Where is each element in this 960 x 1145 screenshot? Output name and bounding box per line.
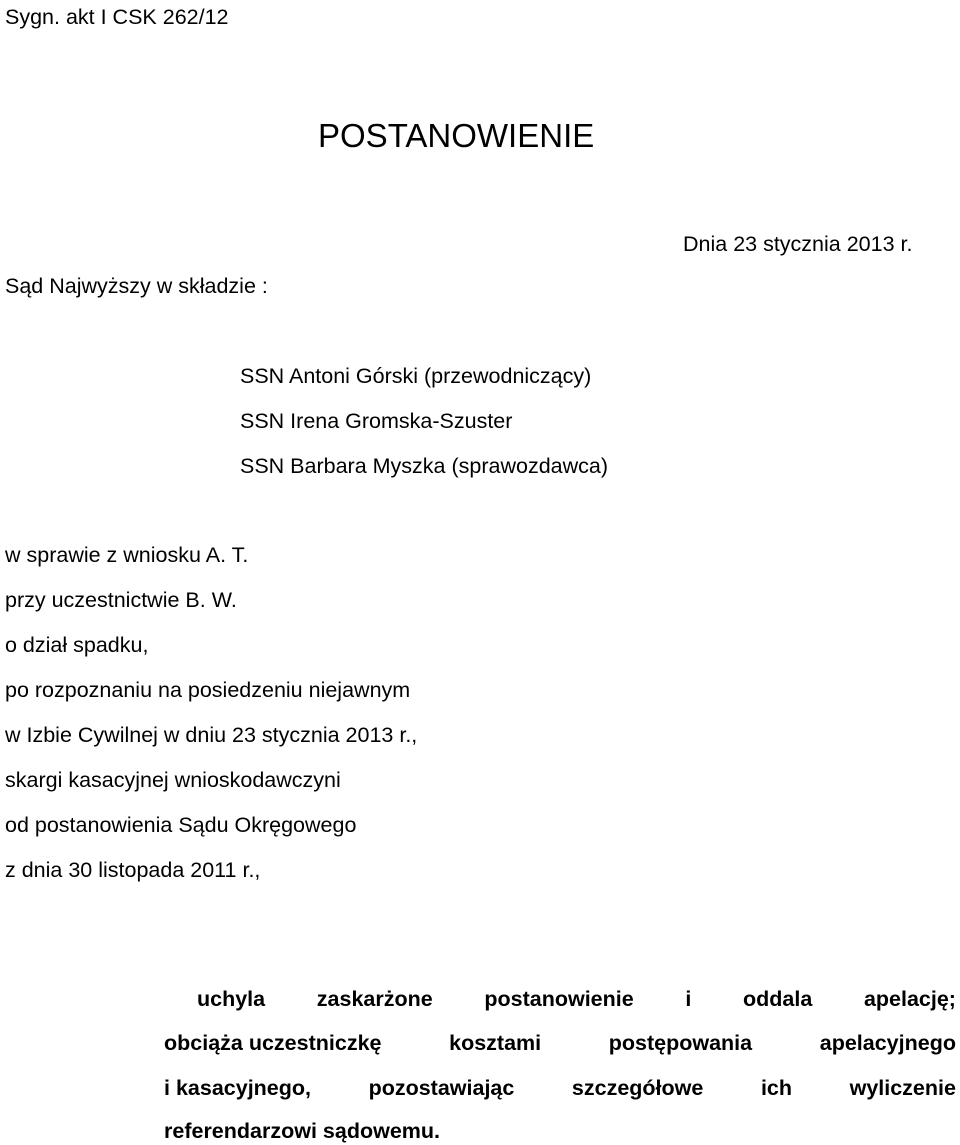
ruling-word: i kasacyjnego, [164,1076,311,1100]
ruling-word: apelację; [863,987,956,1011]
ruling-line-2 [164,1030,956,1056]
ruling-word: apelacyjnego [819,1031,956,1055]
case-line-appeal: skargi kasacyjnej wnioskodawczyni [5,768,341,792]
ruling-word: postanowienie [484,987,634,1011]
ruling-line-4 [164,1118,956,1144]
ruling-word: oddala [742,987,813,1011]
case-line-subject: o dział spadku, [5,633,149,657]
ruling-word: kosztami [449,1031,542,1055]
case-line-lower-date: z dnia 30 listopada 2011 r., [5,858,261,882]
court-composition: Sąd Najwyższy w składzie : [5,274,268,298]
ruling-line-1 [197,986,956,1012]
ruling-word: szczegółowe [571,1076,704,1100]
case-line-applicant: w sprawie z wniosku A. T. [5,543,249,567]
ruling-line-3 [164,1075,956,1101]
judge-presiding: SSN Antoni Górski (przewodniczący) [240,364,592,388]
ruling-word: postępowania [608,1031,753,1055]
case-signature: Sygn. akt I CSK 262/12 [5,5,229,29]
case-line-chamber: w Izbie Cywilnej w dniu 23 stycznia 2013 r., [5,723,418,747]
judge-rapporteur: SSN Barbara Myszka (sprawozdawca) [240,454,609,478]
ruling-word: obciąża uczestniczkę [164,1031,382,1055]
ruling-word: i [685,987,692,1011]
document-title: POSTANOWIENIE [318,117,595,154]
ruling-word: uchyla [197,987,266,1011]
ruling-word: wyliczenie [849,1076,956,1100]
ruling-word: pozostawiając [368,1076,515,1100]
document-date: Dnia 23 stycznia 2013 r. [683,232,913,256]
ruling-word: ich [760,1076,793,1100]
case-line-hearing: po rozpoznaniu na posiedzeniu niejawnym [5,678,411,702]
ruling-word: zaskarżone [316,987,433,1011]
case-line-participant: przy uczestnictwie B. W. [5,588,237,612]
ruling-word: referendarzowi sądowemu. [164,1119,440,1143]
judge-member: SSN Irena Gromska-Szuster [240,409,513,433]
case-line-lower-court: od postanowienia Sądu Okręgowego [5,813,357,837]
